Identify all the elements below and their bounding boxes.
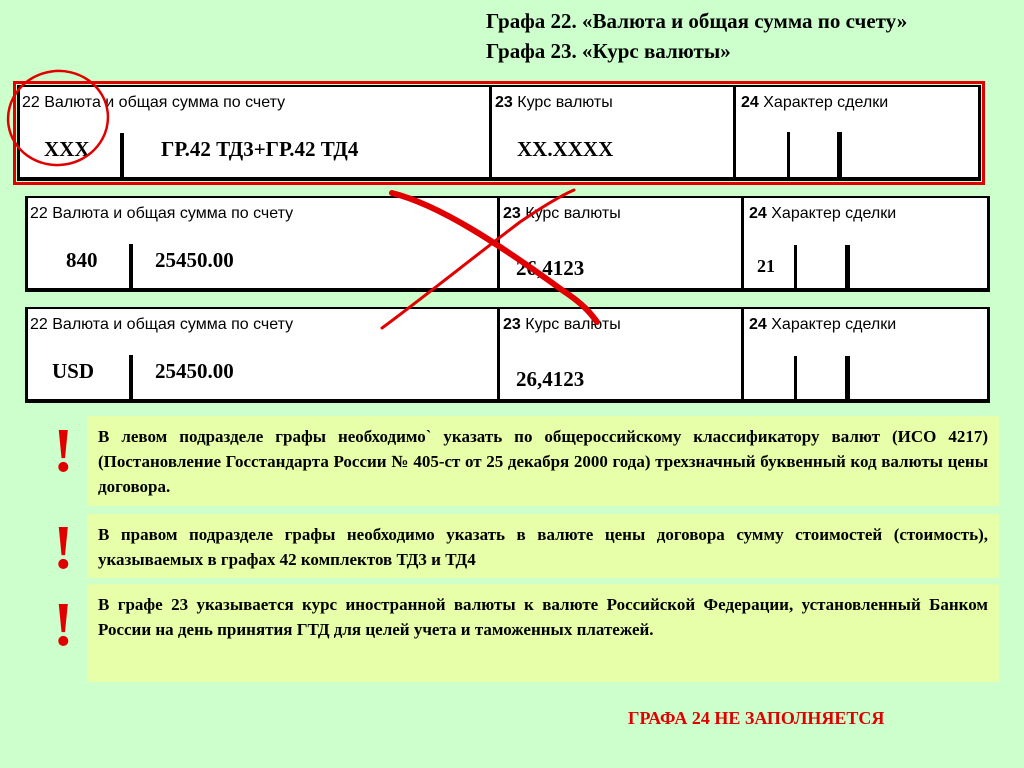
total-amount: 25450.00 [155, 359, 234, 383]
exchange-rate: 26,4123 [516, 256, 585, 280]
total-amount: ГР.42 ТД3+ГР.42 ТД4 [161, 137, 359, 161]
form-wrong-example [25, 196, 990, 292]
form-template [17, 85, 981, 181]
field-24-label: 24 Характер сделки [749, 205, 897, 222]
field-23-label: 23 Курс валюты [503, 316, 621, 333]
field-23-label: 23 Курс валюты [495, 94, 613, 111]
exclamation-icon: ! [53, 591, 74, 659]
deal-type: 21 [757, 256, 775, 276]
exchange-rate: XX.XXXX [517, 137, 614, 161]
note-currency-code: В левом подразделе графы необходимо` указать по общероссийскому классификатору валют (ИСО 4217)(Постановление Госстандарта России № 405-ст от 25 декабря 2000 года) трехзначный буквенный код валюты цены договора. [87, 416, 999, 506]
field-24-label: 24 Характер сделки [749, 316, 897, 333]
exclamation-icon: ! [53, 417, 74, 485]
field-23-label: 23 Курс валюты [503, 205, 621, 222]
title-line-2: Графа 23. «Курс валюты» [486, 39, 731, 63]
field-22-label: 22 Валюта и общая сумма по счету [22, 94, 286, 111]
title-line-1: Графа 22. «Валюта и общая сумма по счету» [486, 9, 908, 33]
field-24-label: 24 Характер сделки [741, 94, 889, 111]
form-correct-example [25, 307, 990, 403]
total-amount: 25450.00 [155, 248, 234, 272]
footer-note: ГРАФА 24 НЕ ЗАПОЛНЯЕТСЯ [628, 708, 885, 728]
slide-title [486, 6, 907, 66]
field-22-label: 22 Валюта и общая сумма по счету [30, 316, 294, 333]
note-exchange-rate: В графе 23 указывается курс иностранной валюты к валюте Российской Федерации, установленный Банком России на день принятия ГТД для целей учета и таможенных платежей. [87, 584, 999, 682]
currency-code: XXX [44, 137, 90, 161]
currency-code: 840 [66, 248, 98, 272]
exchange-rate: 26,4123 [516, 367, 585, 391]
note-total-amount: В правом подразделе графы необходимо указать в валюте цены договора сумму стоимостей (стоимость), указываемых в графах 42 комплектов ТД3 и ТД4 [87, 514, 999, 578]
currency-code: USD [52, 359, 95, 383]
exclamation-icon: ! [53, 514, 74, 582]
field-22-label: 22 Валюта и общая сумма по счету [30, 205, 294, 222]
